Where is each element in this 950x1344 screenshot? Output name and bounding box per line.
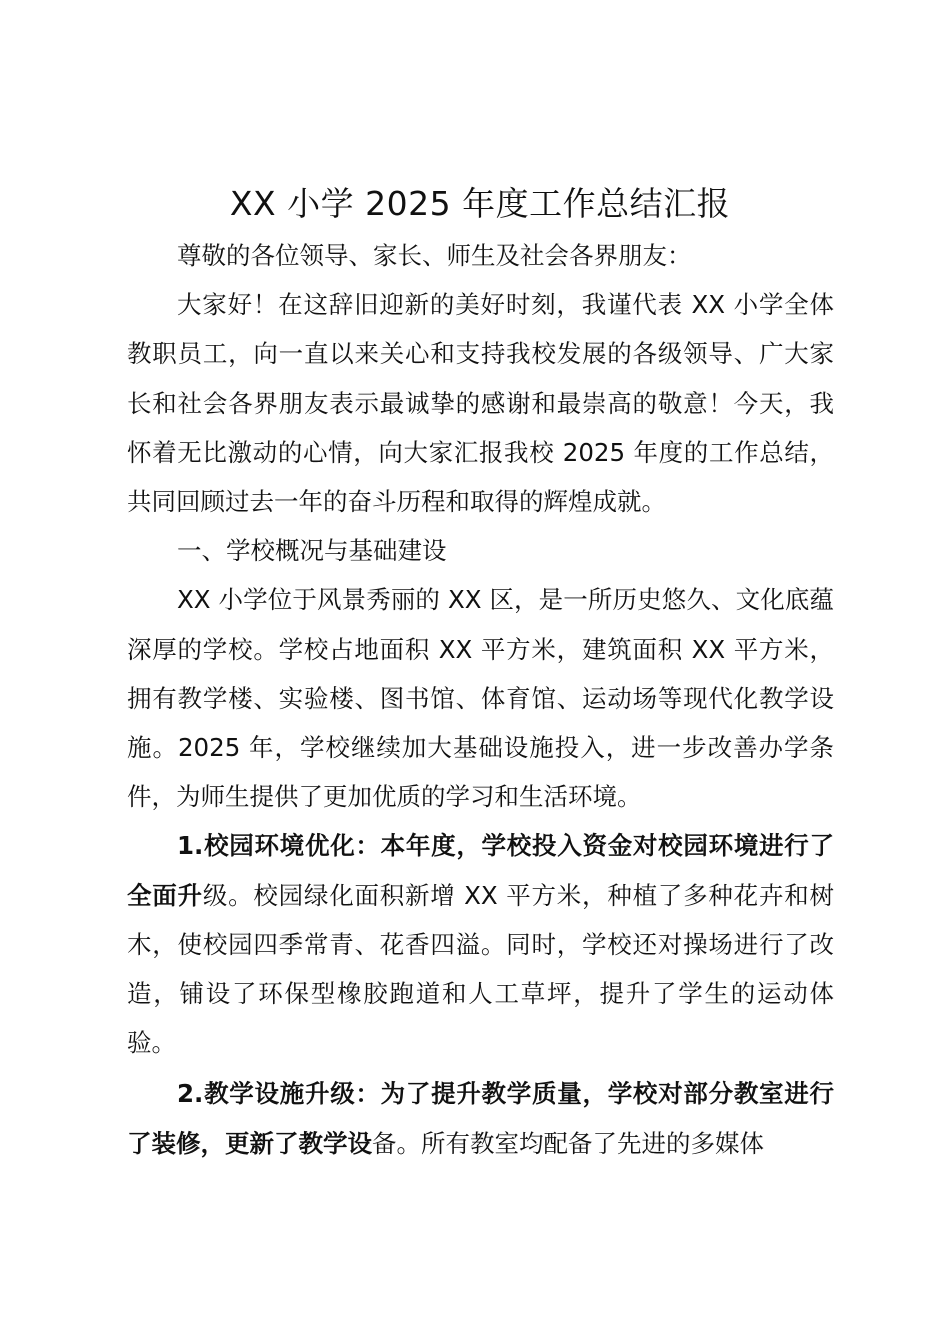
intro-paragraph: 大家好！在这辞旧迎新的美好时刻，我谨代表 XX 小学全体教职员工，向一直以来关心和支持我校发展的各级领导、广大家长和社会各界朋友表示最诚挚的感谢和最崇高的敬意！今天，我怀着无比激动的心情，向大家汇报我校 2025 年度的工作总结，共同回顾过去一年的奋斗历程和取得的辉煌成就。 [127, 290, 834, 517]
list-item-teaching-facilities [127, 1069, 834, 1167]
item-body: 级。校园绿化面积新增 XX 平方米，种植了多种花卉和树木，使校园四季常青、花香四溢。同时，学校还对操场进行了改造，铺设了环保型橡胶跑道和人工草坪，提升了学生的运动体验。 [127, 880, 834, 1058]
section-paragraph: XX 小学位于风景秀丽的 XX 区，是一所历史悠久、文化底蕴深厚的学校。学校占地面积 XX 平方米，建筑面积 XX 平方米，拥有教学楼、实验楼、图书馆、体育馆、运动场等现代化教学设施。2025 年，学校继续加大基础设施投入，进一步改善办学条件，为师生提供了更加优质的学习和生活环境。 [127, 585, 834, 812]
item-heading-bold: 1.校园环境优化：本年度，学校投入资金对校园环境进行了全面升 [127, 831, 834, 910]
item-body: 备。所有教室均配备了先进的多媒体 [372, 1128, 764, 1158]
document-body [127, 231, 834, 1168]
item-heading-bold: 2.教学设施升级：为了提升教学质量，学校对部分教室进行了装修，更新了教学设 [127, 1079, 834, 1158]
document-title: XX 小学 2025 年度工作总结汇报 [229, 184, 731, 223]
section-heading: 一、学校概况与基础建设 [177, 536, 447, 566]
salutation: 尊敬的各位领导、家长、师生及社会各界朋友： [177, 241, 692, 270]
list-item-campus-environment [127, 821, 834, 1067]
